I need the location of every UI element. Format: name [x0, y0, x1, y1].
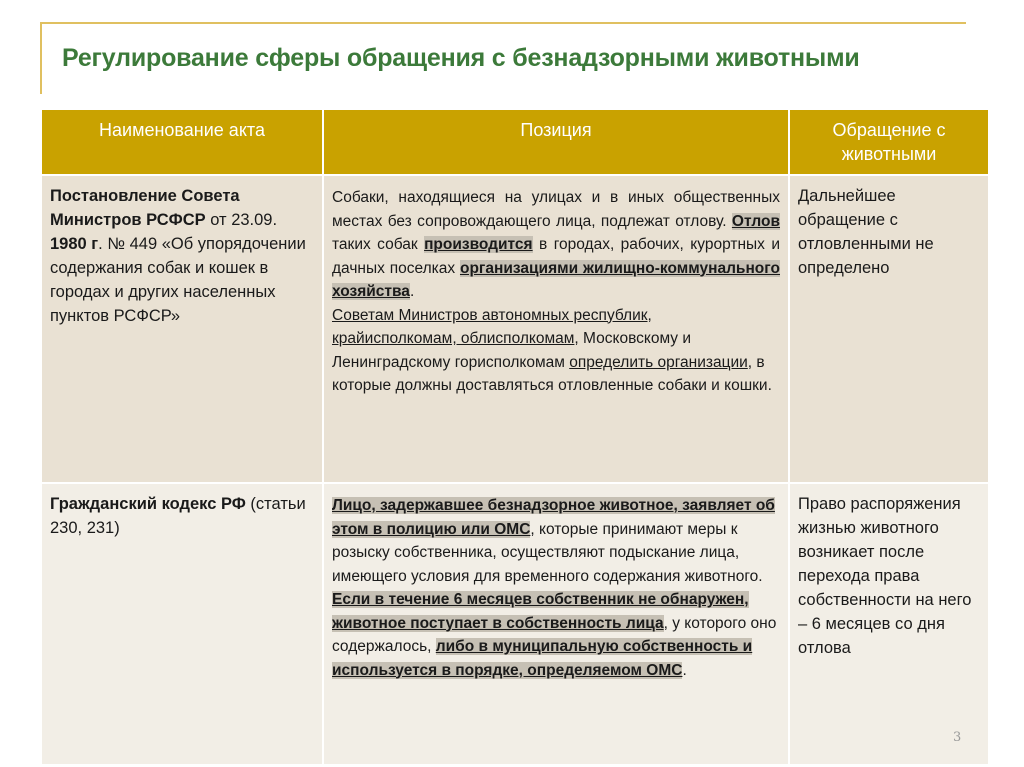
act-name: Постановление Совета Министров РСФСР: [50, 187, 240, 229]
header-treatment: Обращение с животными: [789, 109, 989, 175]
position-cell: [323, 175, 789, 483]
text-run: , у которого оно содержалось,: [332, 614, 777, 655]
act-text: от 23.09.: [205, 211, 278, 229]
text-run: .: [682, 661, 687, 679]
underlined-text: Советам Министров автономных республик, крайисполкомам, облисполкомам: [332, 306, 652, 347]
act-year: 1980 г: [50, 235, 99, 253]
act-cell: [41, 483, 323, 765]
underlined-text: определить организации: [569, 353, 748, 371]
position-paragraph: [332, 494, 780, 682]
act-cell: [41, 175, 323, 483]
act-text: (статьи 230, 231): [50, 495, 306, 537]
act-name: Гражданский кодекс РФ: [50, 495, 246, 513]
text-run: Собаки, находящиеся на улицах и в иных общественных местах без сопровождающего лица, подлежат отлову.: [332, 189, 780, 230]
page-title: Регулирование сферы обращения с безнадзорными животными: [62, 44, 860, 72]
page-number: 3: [953, 730, 962, 745]
treatment-cell: Право распоряжения жизнью животного возникает после перехода права собственности на него – 6 месяцев со дня отлова: [789, 483, 989, 765]
position-paragraph: [332, 186, 780, 304]
left-rule: [40, 22, 42, 94]
highlighted-text: Если в течение 6 месяцев собственник не обнаружен, животное поступает в собственность лица: [332, 591, 749, 632]
highlighted-text: производится: [424, 236, 533, 253]
position-paragraph: [332, 304, 780, 398]
text-run: .: [409, 283, 415, 300]
text-run: , которые принимают меры к розыску собственника, осуществляют подыскание лица, имеющего условия для временного содержания животного.: [332, 520, 763, 585]
text-run: таких собак: [332, 236, 425, 253]
text-run: , в которые должны доставляться отловленные собаки и кошки.: [332, 353, 772, 394]
treatment-cell: Дальнейшее обращение с отловленными не определено: [789, 175, 989, 483]
header-act: Наименование акта: [41, 109, 323, 175]
top-rule: [40, 22, 966, 24]
header-position: Позиция: [323, 109, 789, 175]
highlighted-text: Отлов: [731, 212, 780, 230]
table-row: [41, 483, 989, 765]
highlighted-text: Лицо, задержавшее безнадзорное животное, заявляет об этом в полицию или ОМС: [332, 497, 775, 538]
highlighted-text: либо в муниципальную собственность и используется в порядке, определяемом ОМС: [332, 638, 753, 679]
position-cell: [323, 483, 789, 765]
text-run: в городах, рабочих, курортных и дачных поселках: [332, 236, 780, 277]
table-row: [41, 175, 989, 483]
regulation-table: [40, 108, 990, 766]
act-text: . № 449 «Об упорядочении содержания собак и кошек в городах и других населенных пунктов РСФСР»: [50, 235, 306, 325]
header-row: [41, 109, 989, 175]
text-run: , Московскому и Ленинградскому горисполкомам: [332, 330, 691, 371]
highlighted-text: организациями жилищно-коммунального хозяйства: [332, 259, 780, 300]
